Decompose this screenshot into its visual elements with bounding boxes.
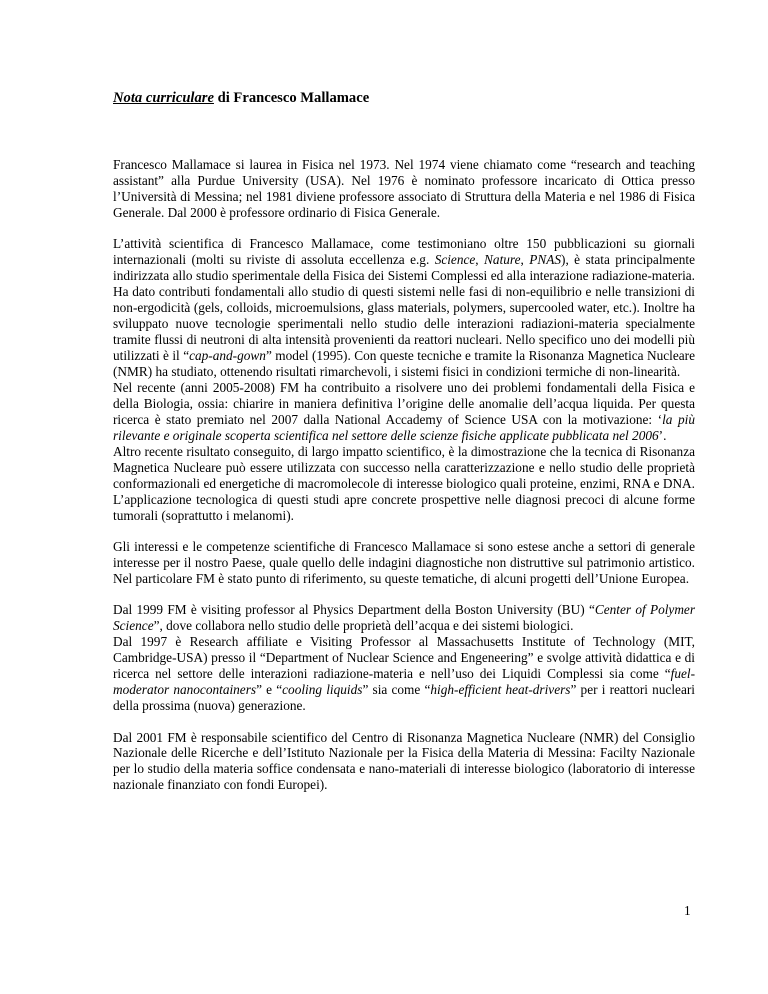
italic-text: cap-and-gown (189, 347, 266, 363)
italic-text: Science (434, 252, 476, 268)
italic-text: la più rilevante e originale scoperta scientifica nel settore delle scienze fisiche applicate pubblicata nel 2006 (113, 411, 695, 443)
text: ” e “ (256, 682, 283, 698)
text: ” sia come “ (362, 682, 431, 698)
text: Nel recente (anni 2005-2008) FM ha contribuito a risolvere uno dei problemi fondamentali della Fisica e della Biologia, ossia: chiarire in maniera definitiva l’origine delle anomalie dell’acqua liquida. Per questa ricerca è stato premiato nel 2007 dalla National Accademy of Science USA con la motivazione: ‘ (113, 379, 695, 427)
text: , (475, 252, 485, 268)
document-title (113, 90, 369, 107)
text: L’attività scientifica di Francesco Mallamace, come testimoniano oltre 150 pubblicazioni su giornali internazionali (molti su riviste di assoluta eccellenza e.g. (113, 236, 695, 268)
italic-text: PNAS (529, 252, 562, 268)
paragraph (113, 380, 695, 444)
document-body (113, 157, 695, 809)
text: ” per i reattori nucleari della prossima (nuova) generazione. (113, 682, 695, 714)
text: , (520, 252, 530, 268)
paragraph (113, 730, 695, 794)
paragraph (113, 157, 695, 221)
text: ” model (1995). Con queste tecniche e tramite la Risonanza Magnetica Nucleare (NMR) ha studiato, ottenendo risultati rimarchevoli, i sistemi fisici in condizioni termiche di non-linearità. (113, 347, 696, 379)
text: Gli interessi e le competenze scientifiche di Francesco Mallamace si sono estese anche a settori di generale interesse per il nostro Paese, quale quello delle indagini diagnostiche non distruttive sul patrimonio artistico. Nel particolare FM è stato punto di riferimento, su queste tematiche, di alcuni progetti dell’Unione Europea. (113, 538, 695, 586)
text: Altro recente risultato conseguito, di largo impatto scientifico, è la dimostrazione che la tecnica di Risonanza Magnetica Nucleare può essere utilizzata con successo nella caratterizzazione e nello studio delle proprietà conformazionali ed energetiche di macromolecole di interesse biologico quali proteine, enzimi, RNA e DNA. L’applicazione tecnologica di questi studi apre concrete prospettive nelle diagnosi precoci di alcune forme tumorali (soprattutto i melanomi). (113, 443, 695, 523)
italic-text: cooling liquids (282, 682, 363, 698)
paragraph (113, 602, 695, 634)
text: Francesco Mallamace si laurea in Fisica nel 1973. Nel 1974 viene chiamato come “research and teaching assistant” alla Purdue University (USA). Nel 1976 è nominato professore incaricato di Ottica presso l’Università di Messina; nel 1981 diviene professore associato di Struttura della Materia e nel 1986 di Fisica Generale. Dal 2000 è professore ordinario di Fisica Generale. (113, 157, 695, 220)
paragraph (113, 634, 695, 714)
title-rest: di Francesco Mallamace (213, 90, 370, 106)
text: Dal 1997 è Research affiliate e Visiting Professor al Massachusetts Institute of Technology (MIT, Cambridge-USA) presso il “Department of Nuclear Science and Engeneering” e svolge attività didattica e di ricerca nel settore delle interazioni radiazione-materia e nell’uso dei Liquidi Complessi sia come “ (113, 634, 695, 682)
italic-text: Center of Polymer Science (113, 602, 696, 634)
italic-text: high-efficient heat-drivers (430, 682, 571, 698)
paragraph (113, 236, 695, 380)
text: ), è stata principalmente indirizzata allo studio sperimentale della Fisica dei Sistemi Complessi ed alla interazione radiazione-materia. Ha dato contributi fondamentali allo studio di questi sistemi nelle fasi di non-equilibrio e nelle transizioni di non-ergodicità (gels, colloids, microemulsions, glass materials, polymers, supercooled water, etc.). Inoltre ha sviluppato nuove tecnologie sperimentali nello studio delle interazioni radiazioni-materia specialmente tramite flussi di neutroni di alta intensità provenienti da reattori nucleari. Nello specifico uno dei modelli più utilizzati è il “ (113, 252, 696, 363)
paragraph (113, 444, 695, 524)
title-italic: Nota curriculare (113, 90, 214, 106)
italic-text: fuel-moderator nanocontainers (113, 666, 695, 698)
text: Dal 1999 FM è visiting professor al Physics Department della Boston University (BU) “ (113, 602, 595, 618)
page-number: 1 (684, 903, 691, 918)
text: Dal 2001 FM è responsabile scientifico del Centro di Risonanza Magnetica Nucleare (NMR) del Consiglio Nazionale delle Ricerche e dell’Istituto Nazionale per la Fisica della Materia di Messina: Facilty Nazionale per lo studio della materia soffice condensata e nano-materiali di interesse biologico (laboratorio di interesse nazionale finanziato con fondi Europei). (113, 729, 695, 793)
text: ’. (658, 427, 667, 443)
paragraph (113, 539, 695, 587)
text: ”, dove collabora nello studio delle proprietà dell’acqua e dei sistemi biologici. (153, 618, 574, 634)
italic-text: Nature (484, 252, 521, 268)
